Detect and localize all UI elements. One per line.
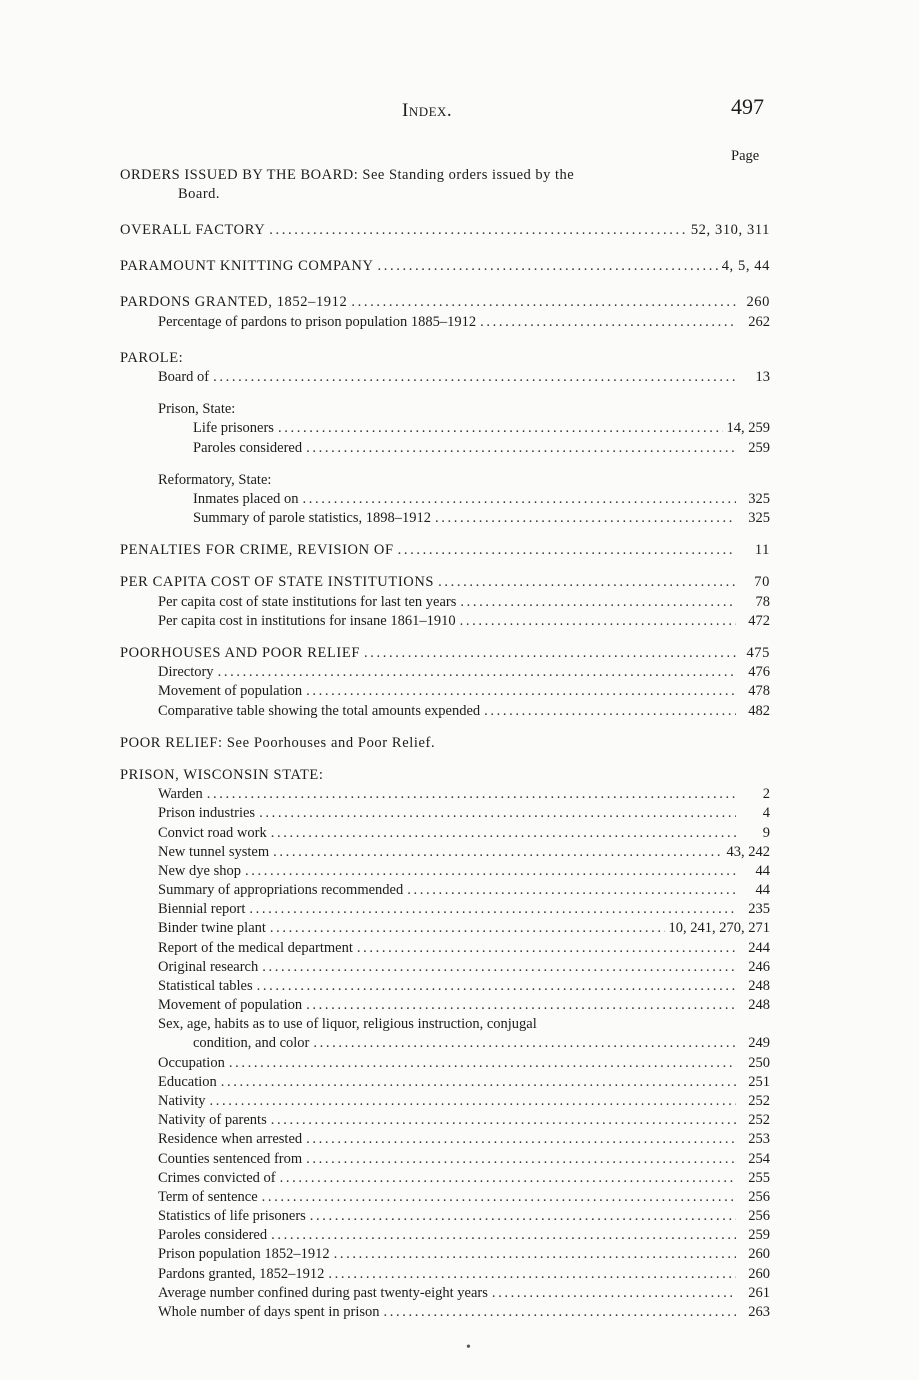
entry-pages: 254 bbox=[748, 1150, 770, 1167]
entry-label: Statistics of life prisoners bbox=[158, 1208, 306, 1225]
leader-dots bbox=[262, 958, 736, 977]
index-subentry bbox=[120, 1092, 770, 1111]
leader-dots bbox=[435, 509, 736, 528]
entry-label: Pardons granted, 1852–1912 bbox=[158, 1265, 325, 1282]
entry-label: POOR RELIEF: See Poorhouses and Poor Relief. bbox=[120, 734, 436, 751]
leader-dots bbox=[269, 221, 687, 240]
index-subentry bbox=[120, 1245, 770, 1264]
entry-label: Prison population 1852–1912 bbox=[158, 1246, 330, 1263]
leader-dots bbox=[306, 1130, 736, 1149]
leader-dots bbox=[218, 663, 736, 682]
leader-dots bbox=[210, 1092, 736, 1111]
entry-pages: 10, 241, 270, 271 bbox=[668, 920, 770, 937]
page-column-label: Page bbox=[731, 148, 760, 164]
entry-pages: 259 bbox=[748, 1227, 770, 1244]
entry-label: Whole number of days spent in prison bbox=[158, 1304, 380, 1320]
entry-label: Statistical tables bbox=[158, 978, 253, 994]
entry-label: condition, and color bbox=[193, 1035, 310, 1052]
entry-label: Nativity of parents bbox=[158, 1112, 267, 1129]
entry-pages: 263 bbox=[748, 1304, 770, 1320]
entry-pages: 261 bbox=[748, 1284, 770, 1301]
leader-dots bbox=[407, 881, 736, 900]
leader-dots bbox=[460, 593, 736, 612]
leader-dots bbox=[280, 1169, 736, 1188]
leader-dots bbox=[357, 939, 736, 958]
index-entry-prison-wisconsin bbox=[120, 766, 770, 785]
index-entries bbox=[120, 166, 770, 1322]
index-entry-pardons bbox=[120, 293, 770, 312]
leader-dots bbox=[384, 1303, 737, 1322]
index-subentry bbox=[120, 881, 770, 900]
index-subentry bbox=[120, 862, 770, 881]
entry-pages: 252 bbox=[748, 1112, 770, 1129]
leader-dots bbox=[310, 1207, 736, 1226]
leader-dots bbox=[351, 293, 736, 312]
entry-pages: 11 bbox=[754, 542, 770, 559]
index-subentry bbox=[120, 785, 770, 804]
index-subentry bbox=[120, 1111, 770, 1130]
index-subentry bbox=[120, 919, 770, 938]
entry-label: Percentage of pardons to prison population 1885–1912 bbox=[158, 313, 477, 330]
index-entry-penalties bbox=[120, 541, 770, 560]
index-subentry bbox=[120, 843, 770, 862]
leader-dots bbox=[270, 919, 665, 938]
index-entry-poor-relief bbox=[120, 734, 770, 753]
index-subentry bbox=[120, 1284, 770, 1303]
entry-label: Biennial report bbox=[158, 901, 246, 918]
page-number: 497 bbox=[731, 94, 764, 119]
index-subentry-paroles-considered bbox=[120, 439, 770, 458]
leader-dots bbox=[221, 1073, 736, 1092]
entry-pages: 475 bbox=[746, 645, 770, 661]
leader-dots bbox=[492, 1284, 736, 1303]
index-subentry-movement-population bbox=[120, 682, 770, 701]
entry-pages: 325 bbox=[748, 510, 770, 527]
entry-label: Sex, age, habits as to use of liquor, religious instruction, conjugal bbox=[158, 1016, 537, 1033]
leader-dots bbox=[306, 682, 736, 701]
entry-pages: 259 bbox=[748, 439, 770, 456]
leader-dots bbox=[229, 1054, 736, 1073]
entry-pages: 260 bbox=[746, 294, 770, 311]
leader-dots bbox=[271, 1226, 736, 1245]
entry-pages: 70 bbox=[754, 574, 770, 591]
entry-label: Counties sentenced from bbox=[158, 1150, 303, 1167]
entry-pages: 44 bbox=[755, 862, 770, 879]
entry-label: Report of the medical department bbox=[158, 939, 353, 956]
index-entry-orders bbox=[120, 166, 770, 204]
entry-label: Board of bbox=[158, 368, 210, 385]
leader-dots bbox=[484, 702, 736, 721]
index-subentry bbox=[120, 1207, 770, 1226]
entry-pages: 43, 242 bbox=[726, 843, 770, 860]
index-subentry-life-prisoners bbox=[120, 419, 770, 438]
index-subentry-prison-state bbox=[120, 400, 770, 419]
entry-label: Education bbox=[158, 1073, 217, 1090]
index-subentry-sex-age bbox=[120, 1015, 770, 1034]
entry-label: Residence when arrested bbox=[158, 1131, 303, 1148]
entry-pages: 249 bbox=[748, 1035, 770, 1052]
entry-label: New dye shop bbox=[158, 862, 241, 879]
entry-label: Summary of parole statistics, 1898–1912 bbox=[193, 510, 432, 527]
index-subentry-comparative-table bbox=[120, 702, 770, 721]
entry-label: OVERALL FACTORY bbox=[120, 222, 266, 238]
entry-label: Summary of appropriations recommended bbox=[158, 882, 404, 899]
index-subentry-sex-age-continued bbox=[120, 1034, 770, 1053]
page-title: Index. bbox=[402, 100, 453, 121]
entry-label: POORHOUSES AND POOR RELIEF bbox=[120, 645, 360, 661]
entry-label: Movement of population bbox=[158, 683, 303, 700]
entry-pages: 4, 5, 44 bbox=[721, 258, 770, 275]
leader-dots bbox=[480, 313, 736, 332]
index-subentry-per-capita-insane bbox=[120, 612, 770, 631]
entry-label: Life prisoners bbox=[193, 420, 274, 437]
entry-label: Occupation bbox=[158, 1054, 225, 1071]
leader-dots bbox=[262, 1188, 736, 1207]
leader-dots bbox=[438, 573, 736, 592]
index-entry-poorhouses bbox=[120, 644, 770, 663]
entry-pages: 472 bbox=[748, 612, 770, 629]
index-subentry bbox=[120, 824, 770, 843]
leader-dots bbox=[306, 996, 736, 1015]
entry-pages: 260 bbox=[748, 1246, 770, 1263]
entry-pages: 246 bbox=[748, 958, 770, 975]
index-subentry-reformatory-state bbox=[120, 471, 770, 490]
entry-label: New tunnel system bbox=[158, 843, 270, 860]
entry-text-continued: Board. bbox=[178, 186, 221, 202]
leader-dots bbox=[271, 1111, 736, 1130]
entry-label: Comparative table showing the total amounts expended bbox=[158, 702, 481, 719]
leader-dots bbox=[398, 541, 736, 560]
entry-pages: 255 bbox=[748, 1169, 770, 1186]
entry-label: Warden bbox=[158, 786, 203, 803]
index-subentry bbox=[120, 1130, 770, 1149]
index-subentry bbox=[120, 1054, 770, 1073]
prison-subentries bbox=[120, 785, 770, 1015]
entry-label: Per capita cost of state institutions for last ten years bbox=[158, 593, 457, 610]
leader-dots bbox=[213, 368, 736, 387]
index-subentry bbox=[120, 1169, 770, 1188]
index-subentry bbox=[120, 1150, 770, 1169]
index-subentry bbox=[120, 1188, 770, 1207]
leader-dots bbox=[303, 490, 737, 509]
index-subentry-per-capita-ten bbox=[120, 593, 770, 612]
entry-label: Original research bbox=[158, 958, 259, 975]
entry-label: Binder twine plant bbox=[158, 920, 266, 937]
entry-pages: 14, 259 bbox=[726, 420, 770, 437]
index-subentry bbox=[120, 939, 770, 958]
entry-pages: 248 bbox=[748, 997, 770, 1014]
leader-dots bbox=[245, 862, 736, 881]
entry-pages: 2 bbox=[762, 786, 770, 803]
entry-label: Paroles considered bbox=[158, 1227, 268, 1244]
index-subentry-summary-parole bbox=[120, 509, 770, 528]
entry-label: Movement of population bbox=[158, 997, 303, 1014]
entry-label: PRISON, WISCONSIN STATE: bbox=[120, 766, 324, 783]
leader-dots bbox=[328, 1265, 736, 1284]
index-subentry-directory bbox=[120, 663, 770, 682]
leader-dots bbox=[207, 785, 736, 804]
index-entry-overall-factory bbox=[120, 221, 770, 240]
entry-pages: 4 bbox=[762, 805, 770, 822]
leader-dots bbox=[306, 1150, 736, 1169]
entry-pages: 251 bbox=[748, 1073, 770, 1090]
entry-label: Prison industries bbox=[158, 805, 256, 822]
entry-label: Reformatory, State: bbox=[158, 471, 272, 488]
index-subentry-board-of bbox=[120, 368, 770, 387]
entry-pages: 260 bbox=[748, 1265, 770, 1282]
entry-pages: 325 bbox=[748, 490, 770, 507]
entry-pages: 482 bbox=[748, 702, 770, 719]
index-subentry bbox=[120, 1265, 770, 1284]
index-subentry bbox=[120, 958, 770, 977]
entry-label: Crimes convicted of bbox=[158, 1169, 276, 1186]
entry-pages: 252 bbox=[748, 1092, 770, 1109]
entry-label: Paroles considered bbox=[193, 439, 303, 456]
leader-dots bbox=[278, 419, 723, 438]
index-subentry bbox=[120, 1303, 770, 1322]
index-subentry-inmates-placed bbox=[120, 490, 770, 509]
leader-dots bbox=[378, 257, 718, 276]
entry-pages: 235 bbox=[748, 901, 770, 918]
entry-label: Average number confined during past twenty-eight years bbox=[158, 1284, 488, 1301]
leader-dots bbox=[306, 439, 736, 458]
entry-pages: 244 bbox=[748, 939, 770, 956]
entry-label: Directory bbox=[158, 664, 214, 681]
leader-dots bbox=[259, 804, 736, 823]
entry-label: PER CAPITA COST OF STATE INSTITUTIONS bbox=[120, 574, 435, 591]
entry-label: Prison, State: bbox=[158, 401, 236, 418]
entry-label: PARAMOUNT KNITTING COMPANY bbox=[120, 258, 374, 275]
index-subentry bbox=[120, 996, 770, 1015]
entry-label: Convict road work bbox=[158, 824, 267, 841]
prison-subentries-continued bbox=[120, 1054, 770, 1323]
leader-dots bbox=[249, 900, 736, 919]
leader-dots bbox=[460, 612, 736, 631]
entry-pages: 253 bbox=[748, 1131, 770, 1148]
entry-pages: 478 bbox=[748, 683, 770, 700]
entry-pages: 262 bbox=[748, 313, 770, 330]
leader-dots bbox=[271, 824, 736, 843]
entry-label: PENALTIES FOR CRIME, REVISION OF bbox=[120, 542, 394, 559]
index-entry-parole bbox=[120, 349, 770, 368]
index-subentry-pardons-percentage bbox=[120, 313, 770, 332]
leader-dots bbox=[313, 1034, 736, 1053]
entry-label: PAROLE: bbox=[120, 349, 184, 366]
entry-label: Nativity bbox=[158, 1092, 206, 1109]
index-subentry bbox=[120, 900, 770, 919]
entry-pages: 248 bbox=[748, 978, 770, 994]
index-entry-paramount bbox=[120, 257, 770, 276]
index-subentry bbox=[120, 1073, 770, 1092]
entry-label: Per capita cost in institutions for insane 1861–1910 bbox=[158, 612, 456, 629]
entry-pages: 250 bbox=[748, 1054, 770, 1071]
entry-label: Inmates placed on bbox=[193, 490, 299, 507]
index-subentry bbox=[120, 1226, 770, 1245]
leader-dots bbox=[334, 1245, 736, 1264]
entry-label: Term of sentence bbox=[158, 1188, 258, 1205]
leader-dots bbox=[273, 843, 722, 862]
bottom-mark: • bbox=[466, 1340, 471, 1355]
index-subentry bbox=[120, 804, 770, 823]
entry-pages: 476 bbox=[748, 664, 770, 681]
entry-pages: 78 bbox=[755, 593, 770, 610]
entry-pages: 44 bbox=[755, 882, 770, 899]
entry-pages: 52, 310, 311 bbox=[690, 222, 770, 238]
entry-pages: 256 bbox=[748, 1188, 770, 1205]
entry-pages: 13 bbox=[755, 368, 770, 385]
entry-label: PARDONS GRANTED, 1852–1912 bbox=[120, 294, 348, 311]
leader-dots bbox=[257, 977, 736, 996]
index-entry-per-capita bbox=[120, 573, 770, 592]
entry-pages: 256 bbox=[748, 1208, 770, 1225]
index-subentry bbox=[120, 977, 770, 996]
leader-dots bbox=[364, 644, 736, 663]
entry-pages: 9 bbox=[762, 824, 770, 841]
entry-text: ORDERS ISSUED BY THE BOARD: See Standing orders issued by the bbox=[120, 167, 575, 183]
